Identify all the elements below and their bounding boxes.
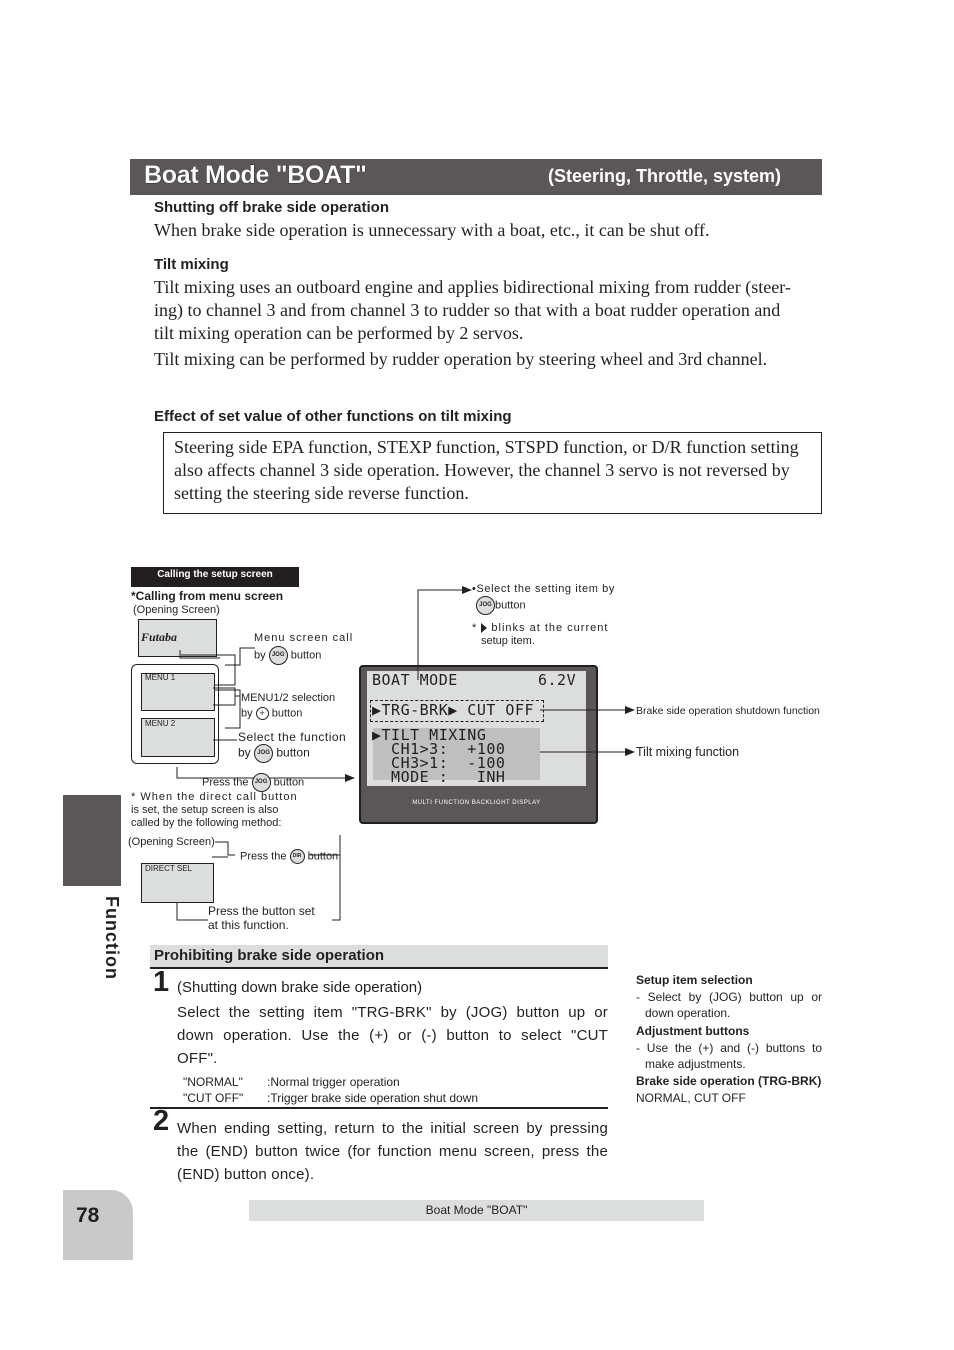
step-2-line-2: the (END) button twice (for function menu screen, press the — [177, 1143, 608, 1160]
futaba-logo: Futaba — [141, 630, 178, 644]
menu-selection-text: MENU1/2 selection — [241, 692, 336, 704]
menu-selection-by — [241, 707, 302, 720]
button-word: button — [273, 776, 305, 789]
by-word: by — [254, 649, 266, 662]
note-adjust-heading: Adjustment buttons — [636, 1024, 750, 1038]
note-adjust-line-1: - Use the (+) and (-) buttons to — [636, 1041, 822, 1055]
step-1-line-1: Select the setting item "TRG-BRK" by (JOG) button up or — [177, 1004, 608, 1021]
section-heading-shutting-off: Shutting off brake side operation — [154, 199, 390, 216]
button-word: button — [271, 707, 303, 720]
tilt-mixing-line-1: Tilt mixing uses an outboard engine and applies bidirectional mixing from rudder (steer- — [154, 277, 791, 297]
jog-button-icon: JOG — [254, 744, 273, 763]
step-2-number: 2 — [153, 1105, 170, 1137]
calling-setup-label: Calling the setup screen — [157, 569, 273, 580]
step-2-line-1: When ending setting, return to the initial screen by pressing — [177, 1120, 608, 1137]
page-title: Boat Mode "BOAT" — [144, 161, 367, 189]
note-setup-line-2: down operation. — [645, 1006, 731, 1020]
opening-screen-label: (Opening Screen) — [133, 604, 220, 616]
direct-note-line-1: * When the direct call button — [131, 791, 298, 803]
page-number: 78 — [76, 1204, 100, 1227]
note-setup-heading: Setup item selection — [636, 973, 753, 987]
select-function-text: Select the function — [238, 730, 347, 744]
blink-arrow-icon — [481, 623, 487, 633]
step-2-line-3: (END) button once). — [177, 1166, 315, 1183]
section-rule — [150, 967, 608, 969]
note-brake-heading: Brake side operation (TRG-BRK) — [636, 1074, 822, 1088]
press-the-word: Press the — [202, 776, 249, 789]
note-box-line-2: also affects channel 3 side operation. However, the channel 3 servo is not reversed by — [174, 460, 790, 480]
menu1-label: MENU 1 — [145, 673, 176, 682]
jog-button-icon: JOG — [252, 773, 271, 792]
lcd-row-title: BOAT MODE — [372, 671, 458, 689]
press-set-line-2: at this function. — [208, 918, 289, 932]
section-body-shutting-off: When brake side operation is unnecessary with a boat, etc., it can be shut off. — [154, 220, 710, 240]
press-the-word: Press the — [240, 850, 287, 863]
side-tab — [63, 795, 121, 886]
note-box-line-1: Steering side EPA function, STEXP function, STSPD function, or D/R function setting — [174, 437, 799, 457]
lcd-row-ch31: CH3>1: -100 — [372, 754, 506, 772]
footer-running-title: Boat Mode "BOAT" — [425, 1203, 528, 1217]
blinks-line-2: setup item. — [481, 635, 535, 647]
step-1-line-3: OFF". — [177, 1050, 218, 1067]
lcd-row-trg-brk: ▶TRG-BRK▶ CUT OFF — [372, 701, 535, 719]
lcd-row-ch13: CH1>3: +100 — [372, 740, 506, 758]
lcd-row-tilt: ▶TILT MIXING — [372, 726, 487, 744]
select-item-line-1: •Select the setting item by — [472, 583, 615, 595]
step-divider — [150, 1107, 608, 1109]
jog-button-icon: JOG — [269, 646, 288, 665]
menu-call-by — [254, 646, 321, 665]
callout-brake: Brake side operation shutdown function — [636, 705, 820, 717]
press-set-line-1: Press the button set — [208, 904, 315, 918]
tilt-mixing-line-2: ing) to channel 3 and from channel 3 to rudder so that with a boat rudder operation and — [154, 300, 781, 320]
button-word: button — [290, 649, 322, 662]
tilt-mixing-line-3: tilt mixing operation can be performed by 2 servos. — [154, 323, 524, 343]
note-setup-line-1: - Select by (JOG) button up or — [636, 990, 822, 1004]
blinks-text: blinks at the current — [491, 622, 609, 634]
section-heading-effect: Effect of set value of other functions on tilt mixing — [154, 408, 512, 425]
plus-button-icon: + — [256, 707, 269, 720]
lcd-row-mode: MODE : INH — [372, 770, 506, 782]
option-cutoff-desc: :Trigger brake side operation shut down — [267, 1091, 479, 1105]
page-subtitle: (Steering, Throttle, system) — [548, 166, 782, 186]
asterisk: * — [472, 622, 478, 634]
option-normal-key: "NORMAL" — [183, 1075, 243, 1089]
lcd-row-voltage: 6.2V — [538, 671, 577, 689]
note-adjust-line-2: make adjustments. — [645, 1057, 746, 1071]
step-1-line-2: down operation. Use the (+) or (-) button to select "CUT — [177, 1027, 608, 1044]
blinks-line-1 — [472, 622, 608, 635]
lcd-footer-label: MULTI FUNCTION BACKLIGHT DISPLAY — [412, 800, 541, 806]
press-jog-row — [202, 773, 304, 792]
option-normal-desc: :Normal trigger operation — [267, 1075, 400, 1089]
menu-call-text: Menu screen call — [254, 632, 354, 644]
tilt-mixing-extra: Tilt mixing can be performed by rudder operation by steering wheel and 3rd channel. — [154, 349, 768, 369]
button-word: button — [276, 745, 310, 760]
note-brake-values: NORMAL, CUT OFF — [636, 1091, 746, 1105]
by-word: by — [241, 707, 253, 720]
direct-note-line-2: is set, the setup screen is also — [131, 804, 279, 816]
dir-button-icon: DIR — [290, 849, 305, 864]
option-cutoff-key: "CUT OFF" — [183, 1091, 244, 1105]
section-heading-prohibit: Prohibiting brake side operation — [154, 947, 385, 964]
button-word: button — [307, 850, 339, 863]
opening-screen-label-2: (Opening Screen) — [128, 836, 215, 848]
select-item-line-2 — [476, 596, 526, 615]
button-word: button — [495, 599, 526, 612]
by-word: by — [238, 745, 251, 760]
calling-from-menu: *Calling from menu screen — [131, 589, 284, 603]
side-tab-label: Function — [102, 896, 122, 980]
callout-tilt: Tilt mixing function — [636, 745, 740, 759]
select-function-by — [238, 744, 310, 763]
step-1-title: (Shutting down brake side operation) — [177, 979, 423, 996]
jog-button-icon: JOG — [476, 596, 495, 615]
direct-note-line-3: called by the following method: — [131, 817, 282, 829]
section-heading-tilt-mixing: Tilt mixing — [154, 256, 229, 273]
note-box-line-3: setting the steering side reverse function. — [174, 483, 469, 503]
direct-sel-label: DIRECT SEL — [145, 864, 192, 873]
menu-group-lines — [175, 640, 245, 760]
step-1-number: 1 — [153, 966, 170, 998]
menu2-label: MENU 2 — [145, 719, 176, 728]
press-dir-row — [240, 849, 338, 864]
